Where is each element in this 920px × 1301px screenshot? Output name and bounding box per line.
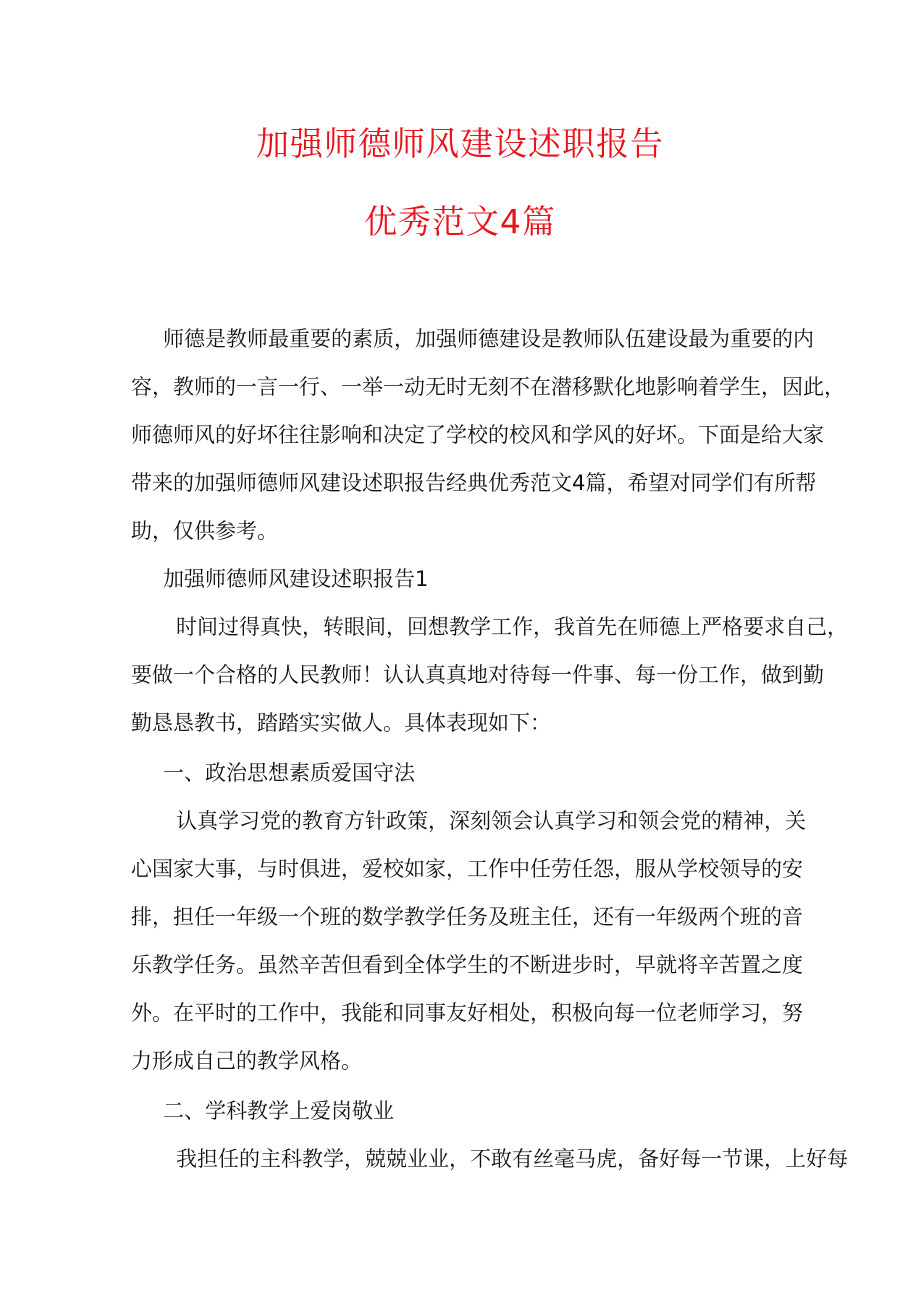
section-heading-report-1: 加强师德师风建设述职报告1 <box>163 567 429 591</box>
intro-line-3: 师德师风的好坏往往影响和决定了学校的校风和学风的好坏。下面是给大家 <box>131 423 824 447</box>
intro-line-5: 助，仅供参考。 <box>131 519 278 543</box>
paragraph-2-line-2: 心国家大事，与时俱进，爱校如家，工作中任劳任怨，服从学校领导的安 <box>131 857 803 881</box>
paragraph-1-line-2: 要做一个合格的人民教师！认认真真地对待每一件事、每一份工作，做到勤 <box>131 663 824 687</box>
document-title-line-2: 优秀范文4篇 <box>364 202 556 241</box>
intro-line-1: 师德是教师最重要的素质，加强师德建设是教师队伍建设最为重要的内 <box>163 327 814 351</box>
paragraph-2-line-5: 外。在平时的工作中，我能和同事友好相处，积极向每一位老师学习，努 <box>131 1001 803 1025</box>
subheading-2: 二、学科教学上爱岗敬业 <box>163 1099 394 1123</box>
paragraph-2-line-3: 排，担任一年级一个班的数学教学任务及班主任，还有一年级两个班的音 <box>131 905 803 929</box>
paragraph-2-line-6: 力形成自己的教学风格。 <box>131 1049 362 1073</box>
paragraph-1-line-3: 勤恳恳教书，踏踏实实做人。具体表现如下： <box>131 711 551 735</box>
intro-line-2: 容，教师的一言一行、一举一动无时无刻不在潜移默化地影响着学生，因此， <box>131 375 845 399</box>
paragraph-3-line-1: 我担任的主科教学，兢兢业业，不敢有丝毫马虎，备好每一节课，上好每 <box>176 1147 848 1171</box>
paragraph-2-line-4: 乐教学任务。虽然辛苦但看到全体学生的不断进步时，早就将辛苦置之度 <box>131 953 803 977</box>
paragraph-1-line-1: 时间过得真快，转眼间，回想教学工作，我首先在师德上严格要求自己， <box>176 615 848 639</box>
document-title-line-1: 加强师德师风建设述职报告 <box>256 124 664 163</box>
subheading-1: 一、政治思想素质爱国守法 <box>163 761 415 785</box>
intro-line-4: 带来的加强师德师风建设述职报告经典优秀范文4篇，希望对同学们有所帮 <box>131 471 817 495</box>
paragraph-2-line-1: 认真学习党的教育方针政策，深刻领会认真学习和领会党的精神，关 <box>176 809 806 833</box>
